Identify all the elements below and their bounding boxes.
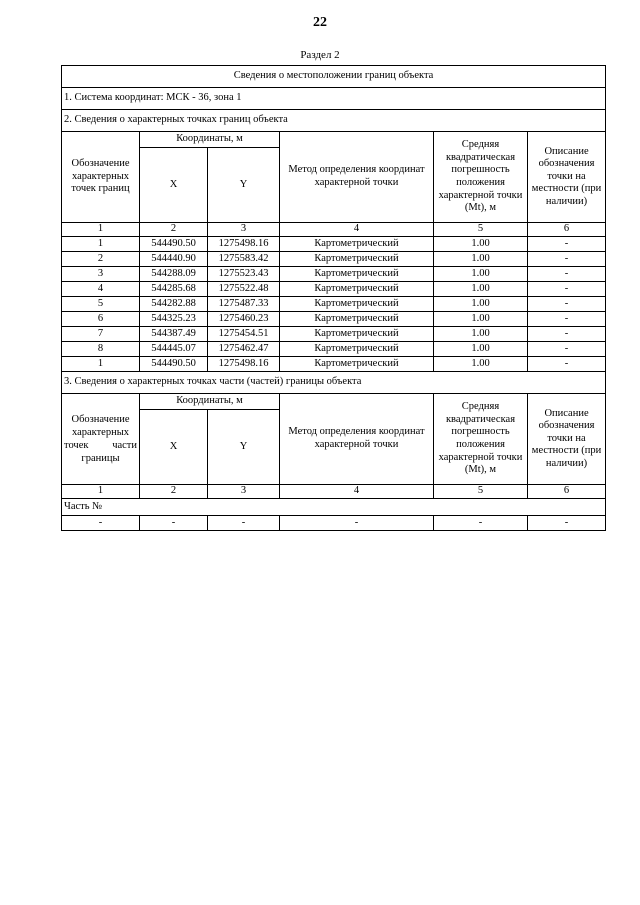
point-number: 7 — [62, 327, 140, 342]
empty-cell: - — [62, 516, 140, 531]
empty-part-row — [62, 516, 606, 531]
header-x: X — [140, 148, 208, 223]
point-method: Картометрический — [280, 312, 434, 327]
point-method: Картометрический — [280, 357, 434, 372]
point-number: 1 — [62, 237, 140, 252]
page-number: 22 — [313, 15, 327, 30]
header-designation-part — [62, 394, 140, 485]
point-description: - — [528, 252, 606, 267]
coord-system: 1. Система координат: МСК - 36, зона 1 — [62, 88, 606, 110]
point-x: 544445.07 — [140, 342, 208, 357]
point-x: 544285.68 — [140, 282, 208, 297]
column-number: 2 — [140, 485, 208, 499]
table-row — [62, 267, 606, 282]
point-error: 1.00 — [434, 237, 528, 252]
point-method: Картометрический — [280, 327, 434, 342]
point-number: 5 — [62, 297, 140, 312]
point-error: 1.00 — [434, 327, 528, 342]
point-description: - — [528, 297, 606, 312]
point-error: 1.00 — [434, 357, 528, 372]
column-number: 2 — [140, 223, 208, 237]
header-y: Y — [208, 148, 280, 223]
point-x: 544440.90 — [140, 252, 208, 267]
point-description: - — [528, 267, 606, 282]
table-row — [62, 282, 606, 297]
column-number: 4 — [280, 485, 434, 499]
point-description: - — [528, 312, 606, 327]
point-error: 1.00 — [434, 297, 528, 312]
column-number-row — [62, 223, 606, 237]
header-y-part: Y — [208, 410, 280, 485]
point-y: 1275462.47 — [208, 342, 280, 357]
column-number: 1 — [62, 223, 140, 237]
table-title: Сведения о местоположении границ объекта — [62, 66, 606, 88]
point-error: 1.00 — [434, 267, 528, 282]
point-method: Картометрический — [280, 267, 434, 282]
header-description-part: Описание обозначения точки на местности (при наличии) — [528, 394, 606, 485]
header-coordinates: Координаты, м — [140, 132, 280, 148]
header-method: Метод определения координат характерной точки — [280, 132, 434, 223]
point-error: 1.00 — [434, 252, 528, 267]
table-row — [62, 327, 606, 342]
table-row — [62, 297, 606, 312]
empty-cell: - — [208, 516, 280, 531]
column-number: 6 — [528, 223, 606, 237]
point-x: 544282.88 — [140, 297, 208, 312]
boundaries-table — [61, 65, 606, 531]
point-y: 1275460.23 — [208, 312, 280, 327]
column-number: 3 — [208, 485, 280, 499]
point-error: 1.00 — [434, 342, 528, 357]
point-number: 2 — [62, 252, 140, 267]
point-x: 544288.09 — [140, 267, 208, 282]
point-x: 544325.23 — [140, 312, 208, 327]
header-coordinates-part: Координаты, м — [140, 394, 280, 410]
point-y: 1275583.42 — [208, 252, 280, 267]
column-number: 3 — [208, 223, 280, 237]
column-number: 6 — [528, 485, 606, 499]
point-number: 1 — [62, 357, 140, 372]
header-x-part: X — [140, 410, 208, 485]
header-error: Средняя квадратическая погрешность положения характерной точки (Mt), м — [434, 132, 528, 223]
point-number: 3 — [62, 267, 140, 282]
point-method: Картометрический — [280, 297, 434, 312]
point-description: - — [528, 237, 606, 252]
empty-cell: - — [434, 516, 528, 531]
column-number: 5 — [434, 485, 528, 499]
block2-title: 2. Сведения о характерных точках границ объекта — [62, 110, 606, 132]
point-description: - — [528, 342, 606, 357]
point-error: 1.00 — [434, 282, 528, 297]
point-number: 4 — [62, 282, 140, 297]
point-method: Картометрический — [280, 282, 434, 297]
header-description: Описание обозначения точки на местности (при наличии) — [528, 132, 606, 223]
header-designation: Обозначение характерных точек границ — [62, 132, 140, 223]
point-description: - — [528, 327, 606, 342]
point-description: - — [528, 357, 606, 372]
header-error-part: Средняя квадратическая погрешность положения характерной точки (Mt), м — [434, 394, 528, 485]
part-label: Часть № — [62, 499, 606, 516]
point-x: 544490.50 — [140, 357, 208, 372]
section-label: Раздел 2 — [300, 49, 340, 61]
empty-cell: - — [280, 516, 434, 531]
header-designation-part-line3b: части — [112, 440, 137, 451]
column-number: 4 — [280, 223, 434, 237]
point-description: - — [528, 282, 606, 297]
point-y: 1275487.33 — [208, 297, 280, 312]
table-row — [62, 237, 606, 252]
point-method: Картометрический — [280, 342, 434, 357]
column-number: 5 — [434, 223, 528, 237]
header-designation-part-line4: границы — [81, 453, 120, 465]
point-x: 544490.50 — [140, 237, 208, 252]
column-number: 1 — [62, 485, 140, 499]
header-designation-part-line1: Обозначение — [71, 413, 130, 425]
point-y: 1275522.48 — [208, 282, 280, 297]
point-number: 8 — [62, 342, 140, 357]
header-designation-part-line2: характерных — [71, 426, 130, 438]
header-designation-part-line3a: точек — [64, 440, 89, 451]
column-number-row-part — [62, 485, 606, 499]
table-row — [62, 252, 606, 267]
point-method: Картометрический — [280, 237, 434, 252]
empty-cell: - — [140, 516, 208, 531]
table-row — [62, 342, 606, 357]
point-x: 544387.49 — [140, 327, 208, 342]
point-y: 1275454.51 — [208, 327, 280, 342]
empty-cell: - — [528, 516, 606, 531]
point-y: 1275523.43 — [208, 267, 280, 282]
header-method-part: Метод определения координат характерной точки — [280, 394, 434, 485]
block3-title: 3. Сведения о характерных точках части (частей) границы объекта — [62, 372, 606, 394]
point-y: 1275498.16 — [208, 357, 280, 372]
point-y: 1275498.16 — [208, 237, 280, 252]
table-row — [62, 357, 606, 372]
point-error: 1.00 — [434, 312, 528, 327]
point-number: 6 — [62, 312, 140, 327]
point-method: Картометрический — [280, 252, 434, 267]
table-row — [62, 312, 606, 327]
